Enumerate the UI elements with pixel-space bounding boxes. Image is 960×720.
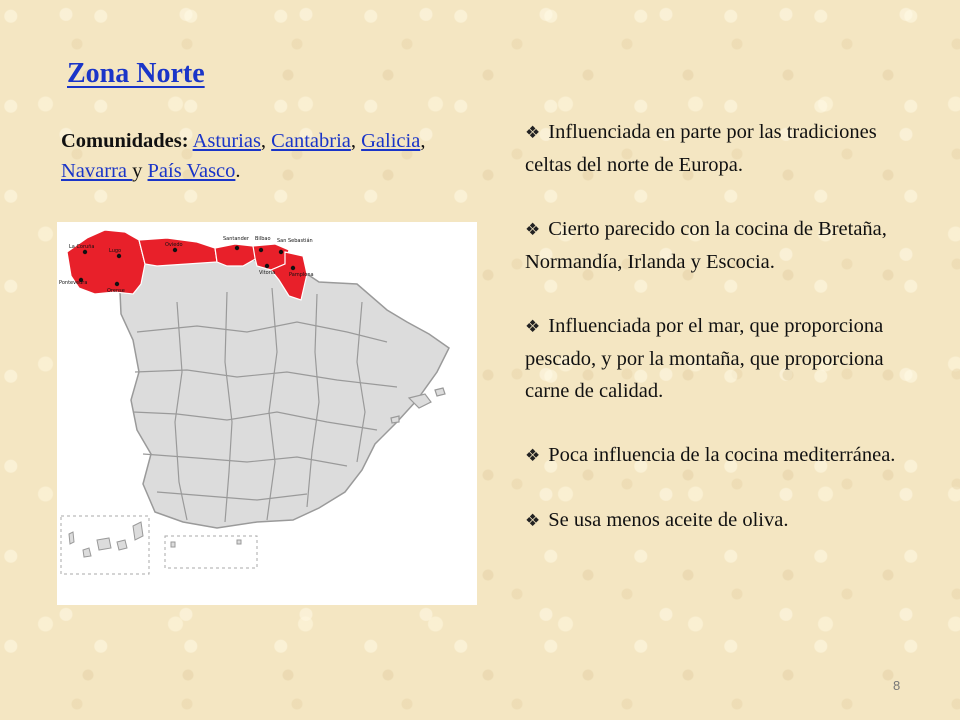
separator: , [420, 130, 426, 152]
diamond-bullet-icon: ❖ [525, 123, 541, 143]
spain-map-image [57, 222, 477, 605]
bullet-text: Influenciada por el mar, que proporciona pescado, y por la montaña, que proporciona carne de calidad. [525, 315, 884, 402]
label-lugo: Lugo [109, 248, 122, 254]
spain-map-svg [57, 222, 477, 605]
characteristics-list [525, 116, 915, 569]
label-orense: Orense [107, 288, 125, 294]
label-pontevedra: Pontevedra [59, 280, 88, 286]
separator: , [350, 130, 362, 152]
separator: . [235, 160, 241, 182]
bullet-text: Influenciada en parte por las tradiciones celtas del norte de Europa. [525, 121, 877, 176]
communities-paragraph [61, 126, 456, 186]
separator: , [260, 130, 272, 152]
list-item [525, 213, 915, 278]
list-item [525, 439, 915, 472]
link-pais-vasco[interactable]: País Vasco [147, 160, 236, 182]
list-item [525, 116, 915, 181]
page-number: 8 [893, 678, 901, 693]
bullet-text: Se usa menos aceite de oliva. [548, 509, 789, 531]
diamond-bullet-icon: ❖ [525, 317, 541, 337]
diamond-bullet-icon: ❖ [525, 511, 541, 531]
label-oviedo: Oviedo [165, 242, 183, 248]
bullet-text: Poca influencia de la cocina mediterránea. [548, 444, 896, 466]
separator: y [132, 160, 148, 182]
link-asturias[interactable]: Asturias [192, 130, 261, 152]
label-vitoria: Vitoria [259, 270, 276, 276]
list-item [525, 504, 915, 537]
slide-title-link[interactable]: Zona Norte [67, 58, 205, 89]
label-la-coruna: La Coruña [69, 244, 95, 250]
label-pamplona: Pamplona [289, 272, 314, 278]
label-santander: Santander [223, 236, 249, 242]
diamond-bullet-icon: ❖ [525, 220, 541, 240]
label-bilbao: Bilbao [255, 236, 271, 242]
diamond-bullet-icon: ❖ [525, 446, 541, 466]
bullet-text: Cierto parecido con la cocina de Bretaña, Normandía, Irlanda y Escocia. [525, 218, 887, 273]
communities-label: Comunidades: [61, 130, 189, 152]
link-galicia[interactable]: Galicia [361, 130, 421, 152]
label-san-sebastian: San Sebastián [277, 238, 313, 244]
link-navarra[interactable]: Navarra [61, 160, 133, 182]
spain-mainland [119, 258, 449, 528]
link-cantabria[interactable]: Cantabria [271, 130, 351, 152]
list-item [525, 310, 915, 407]
